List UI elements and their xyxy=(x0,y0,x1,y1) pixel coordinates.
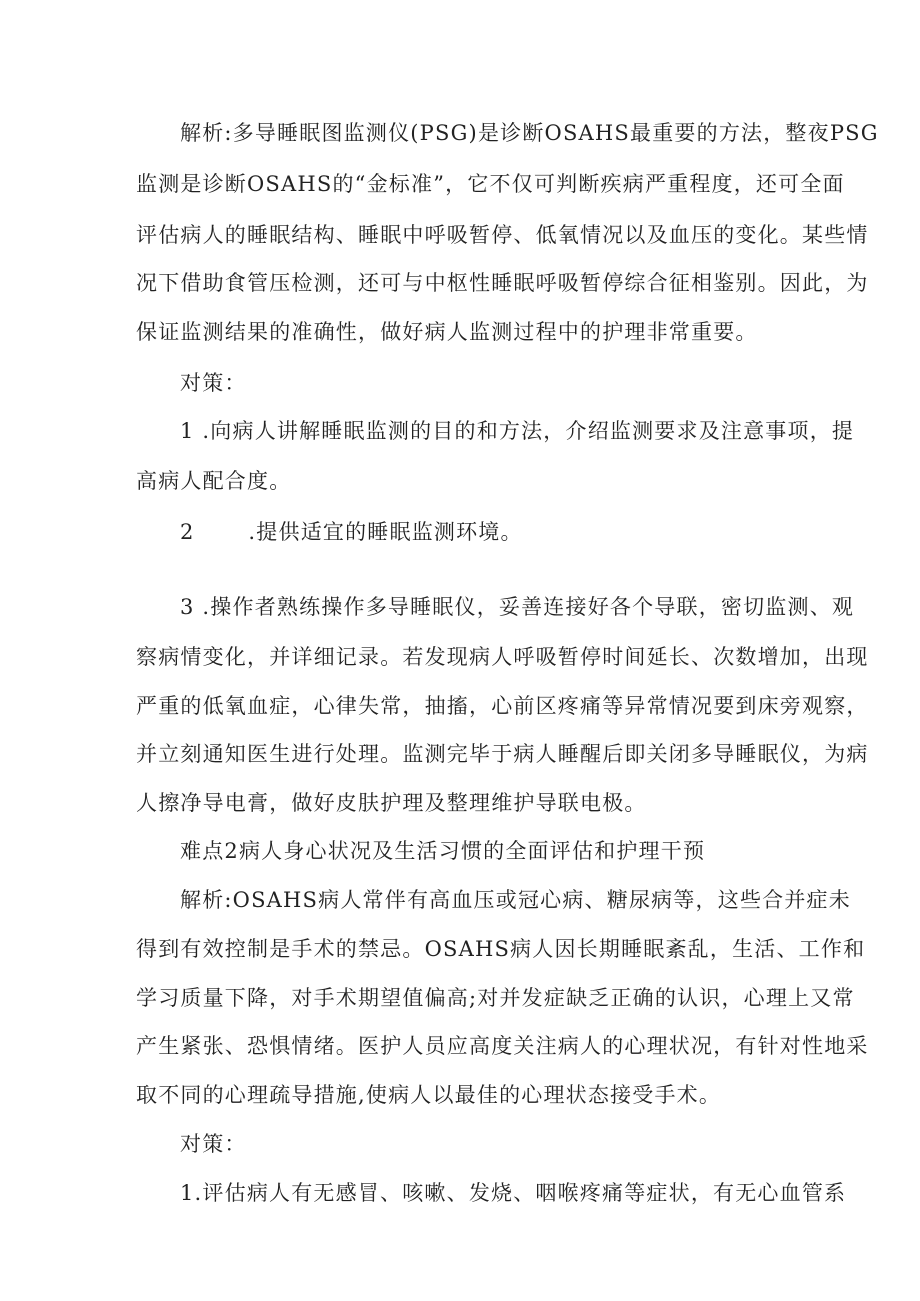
text-line: 保证监测结果的准确性，做好病人监测过程中的护理非常重要。 xyxy=(136,320,758,344)
text-line: 评估病人的睡眠结构、睡眠中呼吸暂停、低氧情况以及血压的变化。某些情 xyxy=(136,223,869,247)
text-line: 况下借助食管压检测，还可与中枢性睡眠呼吸暂停综合征相鉴别。因此，为 xyxy=(136,271,869,295)
section-label: 对策： xyxy=(180,371,247,395)
text-line: 取不同的心理疏导措施,使病人以最佳的心理状态接受手术。 xyxy=(136,1083,722,1107)
section-heading: 难点2病人身心状况及生活习惯的全面评估和护理干预 xyxy=(180,839,706,863)
text-line: 得到有效控制是手术的禁忌。OSAHS病人因长期睡眠紊乱，生活、工作和 xyxy=(136,937,866,961)
list-item-line: 1 .向病人讲解睡眠监测的目的和方法，介绍监测要求及注意事项，提 xyxy=(180,419,855,443)
text-line: 解析:OSAHS病人常伴有高血压或冠心病、糖尿病等，这些合并症未 xyxy=(180,888,851,912)
text-line: 监测是诊断OSAHS的“金标准”，它不仅可判断疾病严重程度，还可全面 xyxy=(136,172,845,196)
section-label: 对策： xyxy=(180,1132,247,1156)
list-item-line: 1.评估病人有无感冒、咳嗽、发烧、咽喉疼痛等症状，有无心血管系 xyxy=(180,1181,847,1205)
list-item-line: 并立刻通知医生进行处理。监测完毕于病人睡醒后即关闭多导睡眠仪，为病 xyxy=(136,742,869,766)
list-item-line: 严重的低氧血症，心律失常，抽搐，心前区疼痛等异常情况要到床旁观察， xyxy=(136,694,869,718)
text-line: 学习质量下降，对手术期望值偏高;对并发症缺乏正确的认识，心理上又常 xyxy=(136,986,855,1010)
list-item-line: 高病人配合度。 xyxy=(136,469,292,493)
list-item-line: 3 .操作者熟练操作多导睡眠仪，妥善连接好各个导联，密切监测、观 xyxy=(180,595,855,619)
list-item-line: 人擦净导电膏，做好皮肤护理及整理维护导联电极。 xyxy=(136,791,647,815)
list-item-line: 察病情变化，并详细记录。若发现病人呼吸暂停时间延长、次数增加，出现 xyxy=(136,645,869,669)
list-item-line: 2 .提供适宜的睡眠监测环境。 xyxy=(180,520,523,544)
text-line: 解析:多导睡眠图监测仪(PSG)是诊断OSAHS最重要的方法，整夜PSG xyxy=(180,121,879,145)
text-line: 产生紧张、恐惧情绪。医护人员应高度关注病人的心理状况，有针对性地采 xyxy=(136,1034,869,1058)
